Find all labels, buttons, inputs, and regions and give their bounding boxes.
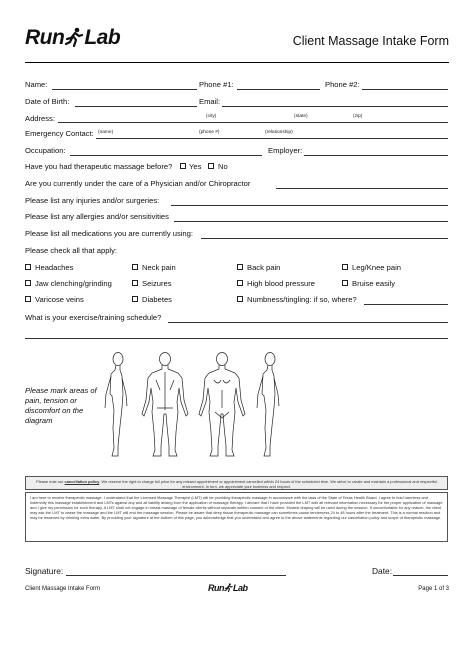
signature-label: Signature: <box>25 566 64 576</box>
numbness-field[interactable] <box>364 304 448 305</box>
allergies-field[interactable] <box>174 221 448 222</box>
signature-field[interactable] <box>66 575 286 576</box>
bruise-easily-label: Bruise easily <box>352 279 396 288</box>
cancellation-policy-box <box>25 476 448 490</box>
back-pain-label: Back pain <box>247 263 281 272</box>
address-zip-hint: (zip) <box>353 114 363 119</box>
emergency-phone-hint: (phone #) <box>199 130 220 135</box>
header-divider <box>25 62 449 63</box>
body-figure-side-left <box>105 353 127 457</box>
jaw-clenching-checkbox[interactable] <box>25 280 31 286</box>
body-figure-side-right <box>257 353 279 457</box>
body-diagram[interactable] <box>100 350 290 462</box>
check-all-label: Please check all that apply: <box>25 246 118 255</box>
consent-box <box>25 492 448 542</box>
back-pain-checkbox[interactable] <box>237 264 243 270</box>
logo-text-run: Run <box>25 26 65 49</box>
had-massage-no-checkbox[interactable] <box>208 163 214 169</box>
numbness-label: Numbness/tingling: if so, where? <box>247 295 357 304</box>
logo-text-lab: Lab <box>84 26 121 49</box>
had-massage-label: Have you had therapeutic massage before? <box>25 162 173 171</box>
bruise-easily-checkbox[interactable] <box>342 280 348 286</box>
diagram-caption: Please mark areas of pain, tension or discomfort on the diagram <box>25 386 97 425</box>
phone2-label: Phone #2: <box>325 80 360 89</box>
consent-text: I am here to receive therapeutic massage. I understand that the Licensed Massage Therapist (LMT) will be providing therapeutic massage in accordance with the laws of the State of Texas Health Board. I agree to hold harmless and indemnify this massage establishment and LMTs against any and all liability arising from the application of massage therapy. I declare that I have provided the LMT with all relevant information necessary for the proper application of massage and I give my permission for such therapy. A LMT shall not engage in breast massage of female clients without separate written consent of the client. Modest draping will be used during the session. If uncomfortable for any reason, the client may ask the LMT to cease the massage and the LMT will end the massage session. Please be aware that deep tissue therapeutic massage can sometimes cause tenderness 24 to 48 hours after the treatment. This is a normal reaction and may be lessened by drinking extra water. By providing your signature at the bottom of this page, you acknowledge that you understand and agree to the above statements regarding our cancellation policy and scope of therapeutic massage. <box>30 495 443 521</box>
diabetes-checkbox[interactable] <box>132 296 138 302</box>
cancellation-policy-link[interactable]: cancellation policy <box>64 479 100 484</box>
address-label: Address: <box>25 114 55 123</box>
occupation-field[interactable] <box>70 155 262 156</box>
name-field[interactable] <box>52 89 197 90</box>
footer-runner-icon <box>224 583 233 592</box>
headaches-checkbox[interactable] <box>25 264 31 270</box>
emergency-label: Emergency Contact: <box>25 129 94 138</box>
address-city-hint: (city) <box>206 114 217 119</box>
date-label: Date: <box>372 566 393 576</box>
medications-field[interactable] <box>201 238 448 239</box>
exercise-field[interactable] <box>168 322 448 323</box>
varicose-veins-label: Varicose veins <box>35 295 84 304</box>
exercise-field-2[interactable] <box>25 338 448 339</box>
name-label: Name: <box>25 80 48 89</box>
date-field[interactable] <box>393 575 448 576</box>
cancellation-policy-text: Please note our cancellation policy. We reserve the right to charge full price for any missed appointment or appointment cancelled within 24 hours of the scheduled time. We strive to create and maintain a professional and respectful environment. In turn, we appreciate your business and respect. <box>36 479 437 490</box>
headaches-label: Headaches <box>35 263 74 272</box>
email-field[interactable] <box>222 106 448 107</box>
physician-field[interactable] <box>276 188 448 189</box>
neck-pain-label: Neck pain <box>142 263 176 272</box>
diabetes-label: Diabetes <box>142 295 172 304</box>
address-state-hint: (state) <box>294 114 308 119</box>
leg-knee-pain-label: Leg/Knee pain <box>352 263 401 272</box>
dob-field[interactable] <box>75 106 197 107</box>
had-massage-yes-checkbox[interactable] <box>180 163 186 169</box>
footer-page-number: Page 1 of 3 <box>418 586 449 592</box>
injuries-field[interactable] <box>171 205 448 206</box>
medications-label: Please list all medications you are currently using: <box>25 229 193 238</box>
had-massage-no-label: No <box>218 162 228 171</box>
seizures-label: Seizures <box>142 279 172 288</box>
phone1-field[interactable] <box>237 89 320 90</box>
leg-knee-pain-checkbox[interactable] <box>342 264 348 270</box>
jaw-clenching-label: Jaw clenching/grinding <box>35 279 112 288</box>
email-label: Email: <box>199 97 221 106</box>
occupation-label: Occupation: <box>25 146 66 155</box>
high-blood-pressure-checkbox[interactable] <box>237 280 243 286</box>
footer-logo-run: Run <box>208 583 224 593</box>
injuries-label: Please list any injuries and/or surgeries: <box>25 196 160 205</box>
footer-form-name: Client Massage Intake Form <box>25 586 101 592</box>
emergency-relationship-hint: (relationship) <box>265 130 293 135</box>
phone1-label: Phone #1: <box>199 80 234 89</box>
neck-pain-checkbox[interactable] <box>132 264 138 270</box>
footer-logo <box>208 583 248 593</box>
employer-field[interactable] <box>304 155 448 156</box>
seizures-checkbox[interactable] <box>132 280 138 286</box>
emergency-field[interactable] <box>96 138 448 139</box>
runner-icon <box>64 27 84 47</box>
body-figure-front <box>199 353 245 457</box>
dob-label: Date of Birth: <box>25 97 70 106</box>
exercise-label: What is your exercise/training schedule? <box>25 313 162 322</box>
address-field[interactable] <box>58 122 448 123</box>
had-massage-yes-label: Yes <box>189 162 202 171</box>
footer-logo-lab: Lab <box>233 583 248 593</box>
physician-label: Are you currently under the care of a Physician and/or Chiropractor <box>25 179 251 188</box>
phone2-field[interactable] <box>362 89 448 90</box>
allergies-label: Please list any allergies and/or sensitivities <box>25 212 169 221</box>
high-blood-pressure-label: High blood pressure <box>247 279 315 288</box>
numbness-checkbox[interactable] <box>237 296 243 302</box>
brand-logo <box>25 26 120 50</box>
varicose-veins-checkbox[interactable] <box>25 296 31 302</box>
body-figure-back <box>142 353 188 457</box>
employer-label: Employer: <box>268 146 303 155</box>
emergency-name-hint: (name) <box>98 130 114 135</box>
page-title: Client Massage Intake Form <box>292 34 449 48</box>
